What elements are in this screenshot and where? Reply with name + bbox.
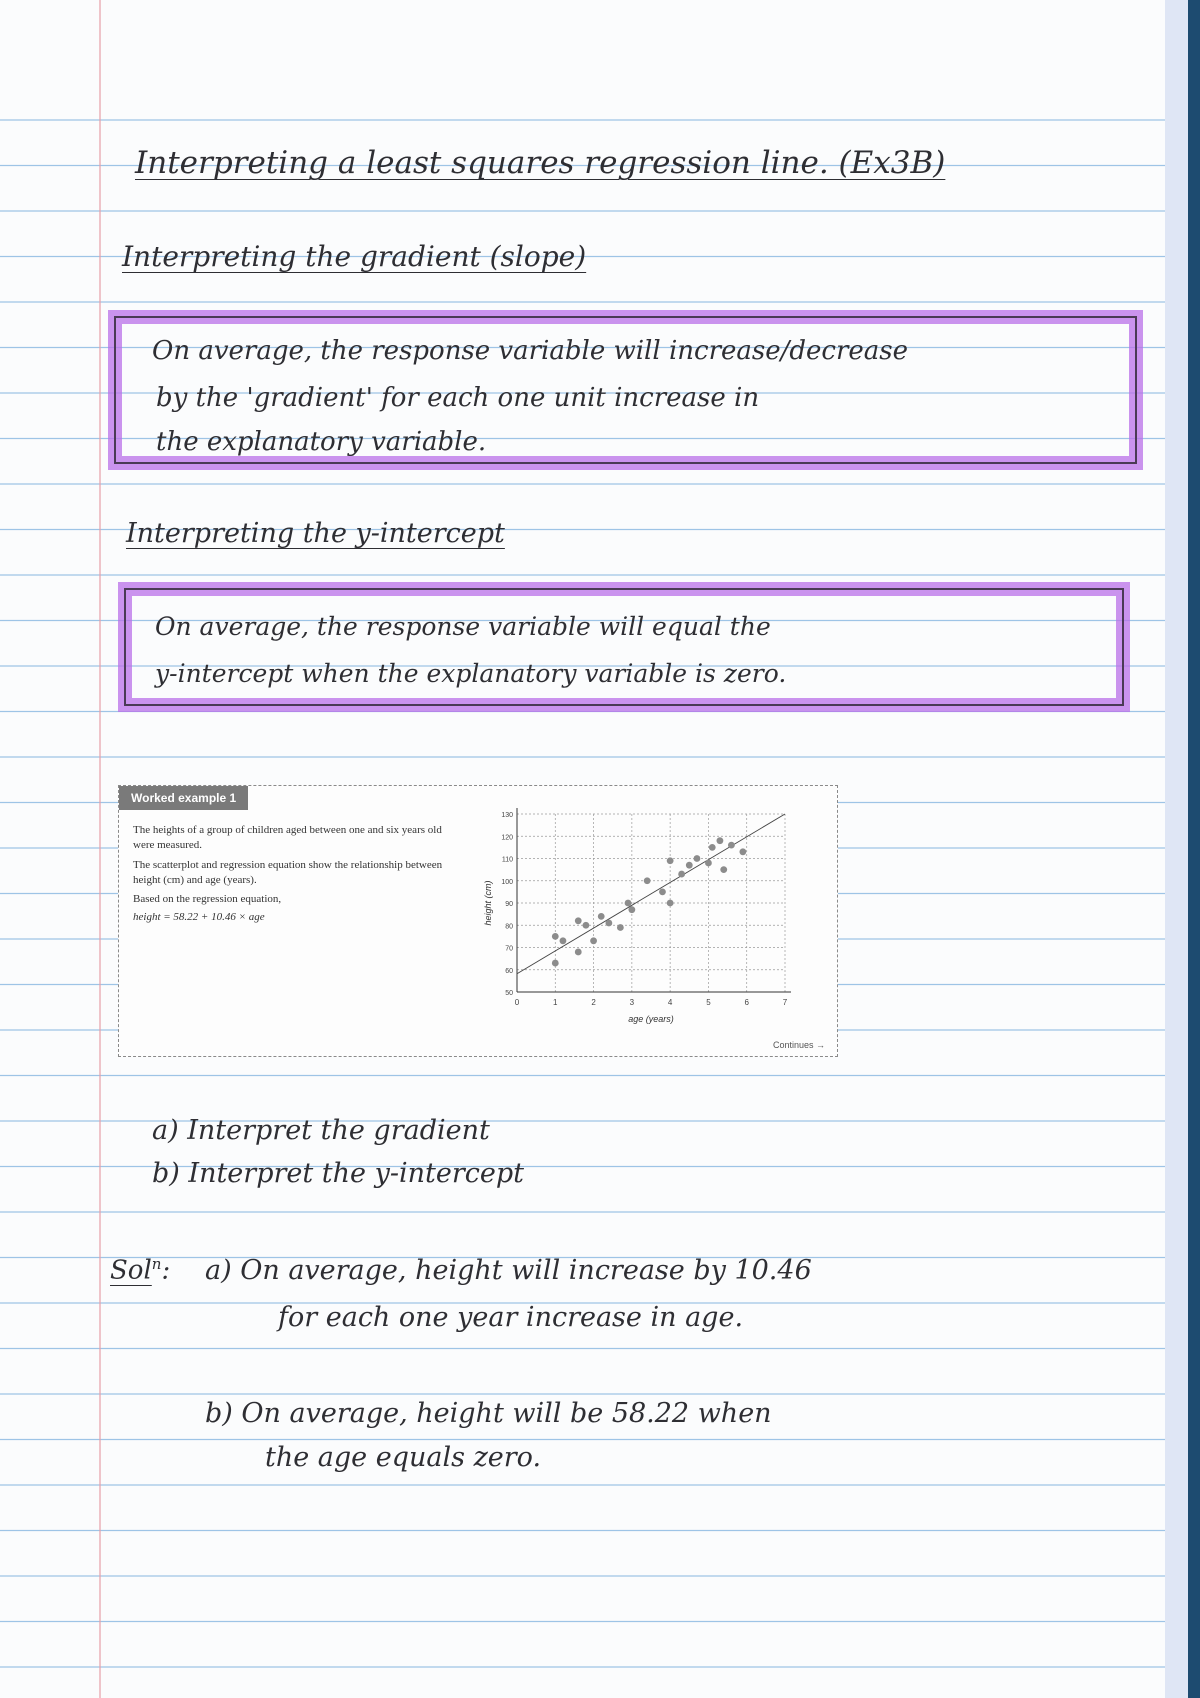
data-point: [644, 877, 651, 884]
y-tick-label: 50: [505, 990, 513, 997]
data-point: [560, 937, 567, 944]
data-point: [598, 913, 605, 920]
data-point: [709, 844, 716, 851]
x-tick-label: 2: [591, 998, 596, 1007]
data-point: [717, 837, 724, 844]
page-title: Interpreting a least squares regression line. (Ex3B): [135, 145, 946, 181]
solution-a-line-2: for each one year increase in age.: [278, 1302, 744, 1333]
data-point: [728, 842, 735, 849]
data-point: [720, 866, 727, 873]
data-point: [575, 917, 582, 924]
data-point: [552, 933, 559, 940]
data-point: [590, 937, 597, 944]
worked-example-card: [118, 785, 838, 1057]
data-point: [605, 920, 612, 927]
gradient-line-3: the explanatory variable.: [156, 427, 487, 457]
data-point: [667, 857, 674, 864]
binding-strip: [1188, 0, 1200, 1698]
data-point: [694, 855, 701, 862]
solution-b-line-2: the age equals zero.: [265, 1442, 542, 1473]
y-tick-label: 90: [505, 901, 513, 908]
scatterplot: [481, 804, 836, 1044]
y-tick-label: 130: [501, 812, 513, 819]
worked-example-tag: Worked example 1: [119, 786, 248, 810]
x-tick-label: 5: [706, 998, 711, 1007]
data-point: [583, 922, 590, 929]
solution-label-colon: :: [161, 1255, 171, 1286]
data-point: [739, 848, 746, 855]
data-point: [552, 960, 559, 967]
solution-label-superscript: n: [151, 1255, 162, 1273]
solution-label-text: Sol: [110, 1255, 152, 1286]
x-tick-label: 1: [553, 998, 558, 1007]
y-tick-label: 100: [501, 878, 513, 886]
question-a: a) Interpret the gradient: [152, 1115, 490, 1146]
regression-line: [517, 814, 785, 974]
gradient-heading: Interpreting the gradient (slope): [122, 240, 587, 273]
solution-label: [110, 1255, 170, 1286]
data-point: [686, 862, 693, 869]
data-point: [625, 900, 632, 907]
worked-example-equation: height = 58.22 + 10.46 × age: [133, 911, 265, 923]
data-point: [617, 924, 624, 931]
y-tick-label: 80: [505, 923, 513, 931]
y-tick-label: 70: [505, 945, 513, 953]
x-tick-label: 3: [629, 998, 635, 1007]
y-tick-label: 120: [501, 834, 513, 842]
gradient-line-1: On average, the response variable will increase/decrease: [152, 336, 909, 366]
x-tick-label: 6: [744, 998, 749, 1007]
data-point: [628, 906, 635, 913]
x-tick-label: 7: [782, 998, 788, 1007]
data-point: [678, 871, 685, 878]
intercept-definition-box: [118, 582, 1130, 712]
intercept-line-2: y-intercept when the explanatory variable is zero.: [155, 659, 787, 688]
worked-example-text-2: The scatterplot and regression equation show the relationship between height (cm) and age (years).: [133, 859, 443, 886]
x-axis-label: age (years): [628, 1014, 674, 1024]
y-tick-label: 110: [501, 856, 513, 864]
intercept-heading: Interpreting the y-intercept: [126, 518, 505, 549]
intercept-line-1: On average, the response variable will equal the: [155, 612, 771, 641]
worked-example-text-1: The heights of a group of children aged between one and six years old were measured.: [133, 824, 442, 851]
x-tick-label: 0: [514, 998, 520, 1007]
data-point: [667, 900, 674, 907]
x-tick-label: 4: [667, 998, 673, 1007]
solution-a-line-1: a) On average, height will increase by 10.46: [205, 1255, 812, 1286]
gradient-line-2: by the 'gradient' for each one unit increase in: [156, 383, 760, 413]
y-axis-label: height (cm): [483, 880, 493, 926]
data-point: [659, 888, 666, 895]
worked-example-text-3: Based on the regression equation,: [133, 893, 282, 905]
data-point: [575, 949, 582, 956]
y-tick-label: 60: [505, 967, 513, 975]
continues-label: Continues →: [772, 1040, 825, 1050]
solution-b-line-1: b) On average, height will be 58.22 when: [205, 1398, 772, 1429]
data-point: [705, 860, 712, 867]
question-b: b) Interpret the y-intercept: [152, 1158, 524, 1189]
